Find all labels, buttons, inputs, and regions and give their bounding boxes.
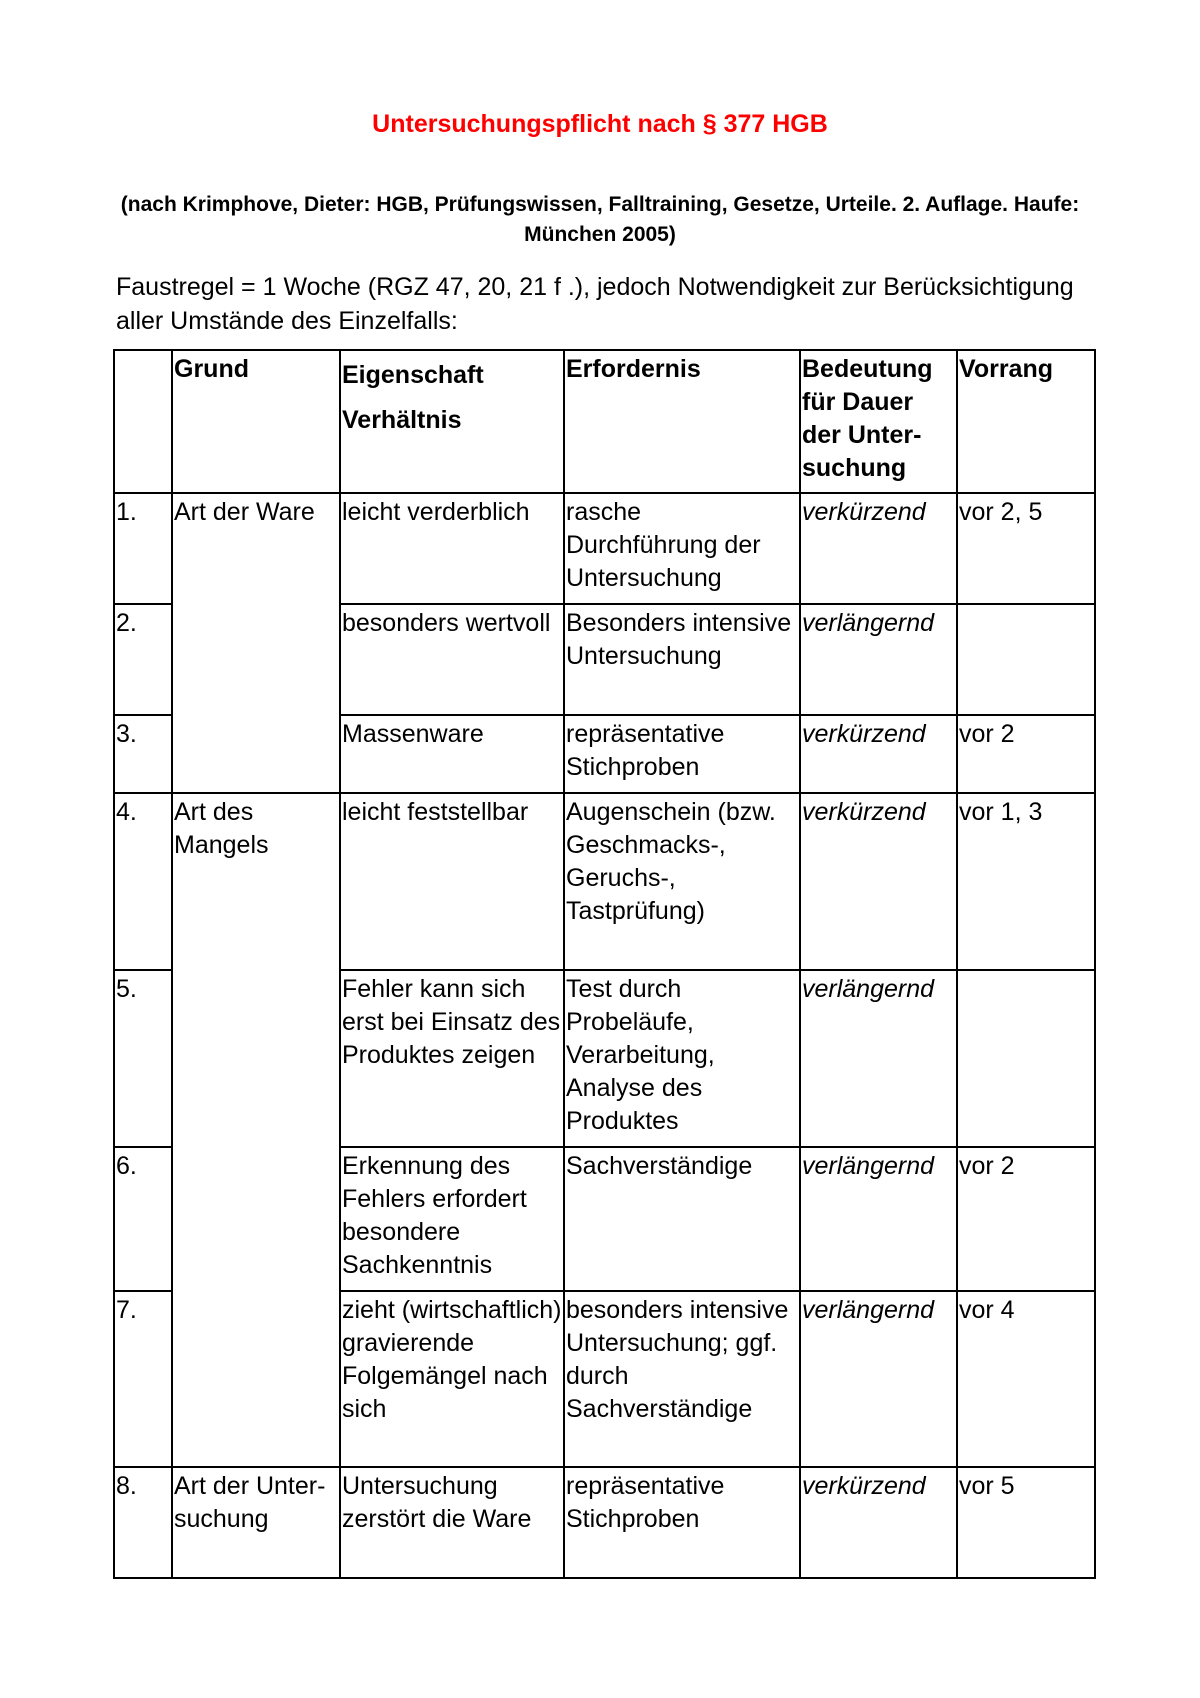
row-number: 2. <box>114 604 172 715</box>
row-number: 5. <box>114 970 172 1147</box>
header-number <box>114 350 172 493</box>
vorrang-cell <box>957 604 1095 715</box>
bedeutung-cell: verlängernd <box>800 970 957 1147</box>
header-grund: Grund <box>172 350 340 493</box>
vorrang-cell: vor 2, 5 <box>957 493 1095 604</box>
header-verhaeltnis-label: Verhältnis <box>342 406 462 434</box>
header-eigenschaft-label: Eigenschaft <box>342 361 484 389</box>
row-number: 6. <box>114 1147 172 1291</box>
vorrang-cell: vor 2 <box>957 715 1095 793</box>
group-cell: Art des Mangels <box>172 793 340 1467</box>
group-cell: Art der Unter-suchung <box>172 1467 340 1578</box>
page-title: Untersuchungspflicht nach § 377 HGB <box>372 110 828 138</box>
erfordernis-cell: Sachverständige <box>564 1147 800 1291</box>
source-citation: (nach Krimphove, Dieter: HGB, Prüfungswissen, Falltraining, Gesetze, Urteile. 2. Auflage. Haufe: München 2005) <box>120 193 1080 246</box>
erfordernis-cell: besonders intensive Untersuchung; ggf. durch Sachverständige <box>564 1291 800 1467</box>
row-number: 7. <box>114 1291 172 1467</box>
erfordernis-cell: Besonders intensive Untersuchung <box>564 604 800 715</box>
table-header-row <box>114 350 1095 493</box>
bedeutung-cell: verlängernd <box>800 604 957 715</box>
row-number: 1. <box>114 493 172 604</box>
vorrang-cell: vor 5 <box>957 1467 1095 1578</box>
row-number: 3. <box>114 715 172 793</box>
bedeutung-cell: verlängernd <box>800 1147 957 1291</box>
vorrang-cell: vor 1, 3 <box>957 793 1095 970</box>
erfordernis-cell: Augenschein (bzw. Geschmacks-, Geruchs-, Tastprüfung) <box>564 793 800 970</box>
eigenschaft-cell: leicht verderblich <box>340 493 564 604</box>
erfordernis-cell: repräsentative Stichproben <box>564 715 800 793</box>
erfordernis-cell: repräsentative Stichproben <box>564 1467 800 1578</box>
erfordernis-cell: Test durch Probeläufe, Verarbeitung, Analyse des Produktes <box>564 970 800 1147</box>
eigenschaft-cell: besonders wertvoll <box>340 604 564 715</box>
header-erfordernis: Erfordernis <box>564 350 800 493</box>
eigenschaft-cell: Erkennung des Fehlers erfordert besondere Sachkenntnis <box>340 1147 564 1291</box>
vorrang-cell: vor 4 <box>957 1291 1095 1467</box>
bedeutung-cell: verkürzend <box>800 493 957 604</box>
row-number: 8. <box>114 1467 172 1578</box>
vorrang-cell <box>957 970 1095 1147</box>
header-vorrang: Vorrang <box>957 350 1095 493</box>
bedeutung-cell: verlängernd <box>800 1291 957 1467</box>
bedeutung-cell: verkürzend <box>800 715 957 793</box>
eigenschaft-cell: Massenware <box>340 715 564 793</box>
row-number: 4. <box>114 793 172 970</box>
eigenschaft-cell: zieht (wirtschaftlich) gravierende Folgemängel nach sich <box>340 1291 564 1467</box>
examination-table <box>113 349 1096 1579</box>
table-row <box>114 493 1095 604</box>
eigenschaft-cell: Fehler kann sich erst bei Einsatz des Produktes zeigen <box>340 970 564 1147</box>
bedeutung-cell: verkürzend <box>800 793 957 970</box>
table-row <box>114 793 1095 970</box>
bedeutung-cell: verkürzend <box>800 1467 957 1578</box>
eigenschaft-cell: leicht feststellbar <box>340 793 564 970</box>
header-eigenschaft <box>340 350 564 493</box>
eigenschaft-cell: Untersuchung zerstört die Ware <box>340 1467 564 1578</box>
header-bedeutung: Bedeutung für Dauer der Unter-suchung <box>800 350 957 493</box>
vorrang-cell: vor 2 <box>957 1147 1095 1291</box>
erfordernis-cell: rasche Durchführung der Untersuchung <box>564 493 800 604</box>
group-cell: Art der Ware <box>172 493 340 793</box>
intro-text: Faustregel = 1 Woche (RGZ 47, 20, 21 f .), jedoch Notwendigkeit zur Berücksichtigung aller Umstände des Einzelfalls: <box>116 273 1074 335</box>
table-row <box>114 1467 1095 1578</box>
